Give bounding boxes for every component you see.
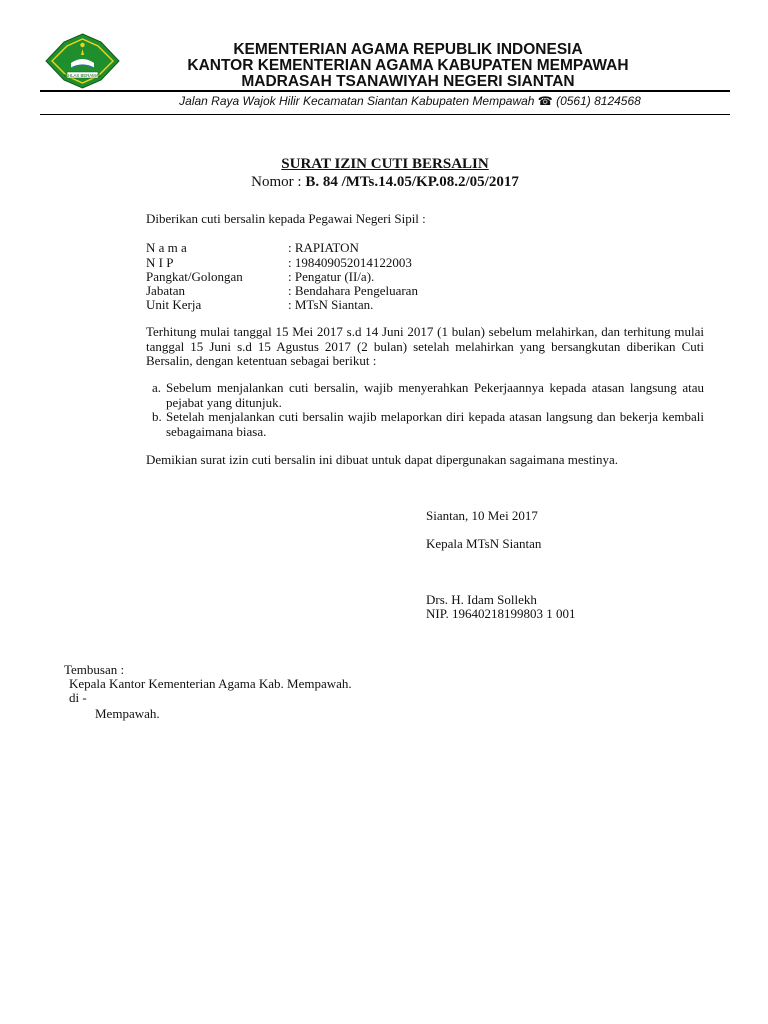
condition-item (152, 381, 704, 410)
letterhead-address: Jalan Raya Wajok Hilir Kecamatan Siantan Kabupaten Mempawah ☎ (0561) 8124568 (179, 94, 641, 108)
conditions-list (152, 381, 704, 439)
letterhead-line-1: KEMENTERIAN AGAMA REPUBLIK INDONESIA (233, 41, 583, 58)
cc-di: di - (69, 690, 87, 705)
field-label-nip: N I P (146, 255, 174, 270)
field-value-unit: : MTsN Siantan. (288, 297, 374, 312)
cc-city: Mempawah. (95, 706, 160, 721)
letterhead-top-rule (40, 90, 730, 92)
field-label-jabatan: Jabatan (146, 283, 185, 298)
signature-position: Kepala MTsN Siantan (426, 536, 542, 551)
ministry-logo (45, 33, 120, 89)
condition-marker: b. (152, 409, 162, 424)
cc-label: Tembusan : (64, 662, 125, 677)
closing-text: Demikian surat izin cuti bersalin ini dibuat untuk dapat dipergunakan sagaimana mestinya. (146, 452, 618, 467)
field-value-pangkat: : Pengatur (II/a). (288, 269, 375, 284)
condition-text: Setelah menjalankan cuti bersalin wajib melaporkan diri kepada atasan langsung dan bekerja kembali sebagaimana biasa. (166, 409, 704, 439)
field-value-nip: : 198409052014122003 (288, 255, 412, 270)
signature-place-date: Siantan, 10 Mei 2017 (426, 508, 538, 523)
signature-nip: NIP. 19640218199803 1 001 (426, 606, 576, 621)
intro-text: Diberikan cuti bersalin kepada Pegawai Negeri Sipil : (146, 211, 426, 226)
letter-title: SURAT IZIN CUTI BERSALIN (281, 156, 489, 172)
field-label-unit: Unit Kerja (146, 297, 202, 312)
main-paragraph: Terhitung mulai tanggal 15 Mei 2017 s.d 14 Juni 2017 (1 bulan) sebelum melahirkan, dan terhitung mulai tanggal 15 Juni s.d 15 Agustus 2017 (2 bulan) setelah melahirkan yang bersangkutan diberikan Cuti Bersalin, dengan ketentuan sebagai berikut : (146, 324, 704, 368)
condition-text: Sebelum menjalankan cuti bersalin, wajib menyerahkan Pekerjaannya kepada atasan langsung atau pejabat yang ditunjuk. (166, 380, 704, 410)
field-label-pangkat: Pangkat/Golongan (146, 269, 243, 284)
letter-number-value: B. 84 /MTs.14.05/KP.08.2/05/2017 (305, 174, 519, 190)
letter-number (150, 174, 620, 191)
signature-name: Drs. H. Idam Sollekh (426, 592, 537, 607)
letterhead-bottom-rule (40, 114, 730, 115)
condition-item (152, 410, 704, 439)
logo-motto: IKHLAS BERAMAL (63, 72, 102, 78)
letterhead-line-2: KANTOR KEMENTERIAN AGAMA KABUPATEN MEMPAWAH (187, 57, 629, 74)
condition-marker: a. (152, 380, 162, 395)
letterhead-line-3: MADRASAH TSANAWIYAH NEGERI SIANTAN (241, 73, 575, 90)
cc-recipient: Kepala Kantor Kementerian Agama Kab. Mempawah. (69, 676, 352, 691)
field-value-nama: : RAPIATON (288, 240, 359, 255)
letter-number-label: Nomor : (251, 174, 302, 190)
field-value-jabatan: : Bendahara Pengeluaran (288, 283, 418, 298)
field-label-nama: N a m a (146, 240, 187, 255)
